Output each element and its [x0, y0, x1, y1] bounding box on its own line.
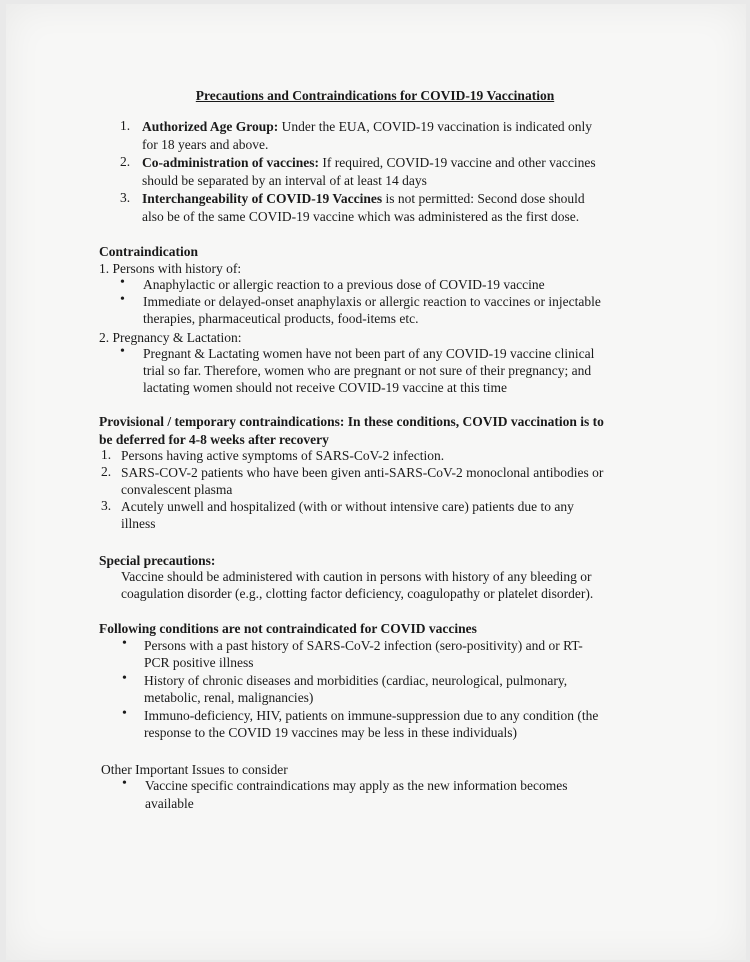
intro-item-continuation: for 18 years and above. — [142, 137, 269, 152]
special-text-line: Vaccine should be administered with caution in persons with history of any bleeding or — [121, 569, 592, 584]
intro-item-term: Authorized Age Group: — [142, 119, 279, 134]
document-title: Precautions and Contraindications for COVID-19 Vaccination — [195, 88, 555, 103]
bullet-text-line: response to the COVID 19 vaccines may be less in these individuals) — [144, 725, 518, 740]
contraindication-heading: Contraindication — [99, 244, 199, 259]
intro-item-text: Under the EUA, COVID-19 vaccination is indicated only — [278, 119, 593, 134]
provisional-heading-line2: be deferred for 4-8 weeks after recovery — [99, 432, 329, 447]
intro-item-line — [142, 154, 596, 171]
bullet-text-line: Anaphylactic or allergic reaction to a previous dose of COVID-19 vaccine — [143, 277, 545, 292]
bullet-icon: • — [122, 706, 127, 721]
bullet-icon: • — [122, 636, 127, 651]
bullet-icon: • — [120, 275, 125, 290]
bullet-text-line: metabolic, renal, malignancies) — [144, 690, 314, 705]
provisional-item-line: SARS-COV-2 patients who have been given anti-SARS-CoV-2 monoclonal antibodies or — [121, 465, 604, 480]
provisional-item-number: 3. — [101, 498, 112, 513]
bullet-text-line: History of chronic diseases and morbidities (cardiac, neurological, pulmonary, — [144, 673, 568, 688]
bullet-text-line: Immediate or delayed-onset anaphylaxis or allergic reaction to vaccines or injectable — [143, 294, 601, 309]
provisional-item-number: 1. — [101, 447, 112, 462]
bullet-icon: • — [122, 671, 127, 686]
intro-item-text: is not permitted: Second dose should — [382, 191, 585, 206]
document-page — [6, 4, 746, 960]
intro-item-continuation: also be of the same COVID-19 vaccine which was administered as the first dose. — [142, 209, 580, 224]
intro-item-text: If required, COVID-19 vaccine and other vaccines — [318, 155, 596, 170]
intro-item-line — [142, 118, 592, 135]
bullet-text-line: available — [145, 796, 194, 811]
bullet-icon: • — [120, 344, 125, 359]
provisional-heading-line1: Provisional / temporary contraindications: In these conditions, COVID vaccination is to — [99, 414, 604, 429]
intro-item-number: 2. — [120, 154, 131, 169]
provisional-item-line: illness — [121, 516, 156, 531]
bullet-text-line: therapies, pharmaceutical products, food-items etc. — [143, 311, 419, 326]
bullet-text-line: PCR positive illness — [144, 655, 254, 670]
not-contra-heading: Following conditions are not contraindicated for COVID vaccines — [99, 621, 477, 636]
bullet-text-line: Pregnant & Lactating women have not been part of any COVID-19 vaccine clinical — [143, 346, 595, 361]
bullet-icon: • — [122, 776, 127, 791]
contraindication-group1-label: 1. Persons with history of: — [99, 261, 242, 276]
bullet-text-line: Vaccine specific contraindications may apply as the new information becomes — [145, 778, 568, 793]
bullet-text-line: Immuno-deficiency, HIV, patients on immune-suppression due to any condition (the — [144, 708, 599, 723]
intro-item-term: Co-administration of vaccines: — [142, 155, 319, 170]
intro-item-line — [142, 190, 585, 207]
bullet-icon: • — [120, 292, 125, 307]
provisional-item-number: 2. — [101, 464, 112, 479]
special-text-line: coagulation disorder (e.g., clotting factor deficiency, coagulopathy or platelet disorder). — [121, 586, 594, 601]
bullet-text-line: Persons with a past history of SARS-CoV-2 infection (sero-positivity) and or RT- — [144, 638, 583, 653]
provisional-item-line: Persons having active symptoms of SARS-CoV-2 infection. — [121, 448, 445, 463]
contraindication-group2-label: 2. Pregnancy & Lactation: — [99, 330, 242, 345]
other-heading: Other Important Issues to consider — [101, 762, 288, 777]
provisional-item-line: Acutely unwell and hospitalized (with or without intensive care) patients due to any — [121, 499, 574, 514]
bullet-text-line: trial so far. Therefore, women who are pregnant or not sure of their pregnancy; and — [143, 363, 592, 378]
special-heading: Special precautions: — [99, 553, 216, 568]
intro-item-continuation: should be separated by an interval of at least 14 days — [142, 173, 427, 188]
bullet-text-line: lactating women should not receive COVID-19 vaccine at this time — [143, 380, 508, 395]
intro-item-term: Interchangeability of COVID-19 Vaccines — [142, 191, 383, 206]
provisional-item-line: convalescent plasma — [121, 482, 233, 497]
intro-item-number: 3. — [120, 190, 131, 205]
intro-item-number: 1. — [120, 118, 131, 133]
